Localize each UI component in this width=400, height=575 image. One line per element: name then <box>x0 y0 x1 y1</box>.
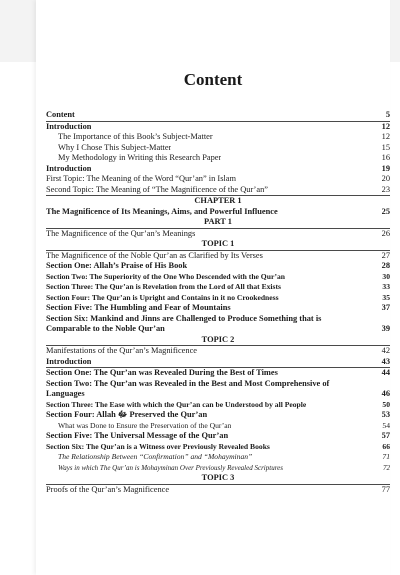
toc-entry <box>46 185 390 196</box>
toc-entry-label: TOPIC 3 <box>201 473 235 482</box>
page-title: Content <box>183 70 243 89</box>
toc-entry-label: First Topic: The Meaning of the Word “Qur’an” in Islam <box>46 174 237 183</box>
toc-entry-page: 77 <box>381 484 390 494</box>
toc-entry-page: 66 <box>382 441 390 451</box>
toc-entry <box>46 153 390 164</box>
toc-entry <box>46 357 390 368</box>
toc-entry-label: The Magnificence of the Noble Qur’an as Clarified by Its Verses <box>46 250 263 260</box>
toc-entry-label: The Relationship Between “Confirmation” and “Mohayminan” <box>58 452 253 461</box>
toc-entry-page: 25 <box>381 206 390 216</box>
table-of-contents <box>46 110 390 495</box>
toc-entry-page: 71 <box>382 452 390 461</box>
toc-entry <box>46 143 390 154</box>
toc-entry <box>46 272 390 283</box>
toc-entry-label: Introduction <box>46 163 92 173</box>
toc-entry-page: 28 <box>381 261 390 270</box>
toc-heading <box>46 473 390 484</box>
toc-entry <box>46 421 390 432</box>
toc-heading <box>46 217 390 228</box>
toc-entry-label: Why I Chose This Subject-Matter <box>58 142 172 152</box>
toc-entry <box>46 251 390 262</box>
toc-entry-page: 39 <box>381 324 390 333</box>
toc-entry-page: 57 <box>381 431 390 440</box>
toc-entry <box>46 132 390 143</box>
toc-entry <box>46 164 390 175</box>
document-page <box>36 0 390 575</box>
toc-entry-page: 54 <box>382 420 390 430</box>
toc-entry <box>46 229 390 240</box>
toc-entry <box>46 400 390 411</box>
toc-entry-page: 33 <box>382 282 390 291</box>
toc-entry-label: My Methodology in Writing this Research Paper <box>58 153 222 162</box>
toc-entry-label: Second Topic: The Meaning of “The Magnificence of the Qur’an” <box>46 184 268 194</box>
toc-entry <box>46 303 390 314</box>
toc-entry-page: 26 <box>381 228 390 238</box>
toc-entry-label: Section Six: The Qur’an is a Witness over Previously Revealed Books <box>46 441 270 451</box>
toc-entry-label: Section One: Allah’s Praise of His Book <box>46 261 188 270</box>
toc-entry-page: 15 <box>381 142 390 152</box>
toc-entry-page: 72 <box>383 463 390 472</box>
toc-entry-page: 23 <box>381 184 390 194</box>
toc-entry-page: 19 <box>381 163 390 173</box>
toc-entry <box>46 442 390 453</box>
toc-entry-label: Section Four: The Qur’an is Upright and Contains in it no Crookedness <box>46 292 279 302</box>
toc-heading <box>46 239 390 250</box>
toc-entry <box>46 174 390 185</box>
toc-entry <box>46 293 390 304</box>
toc-entry <box>46 410 390 421</box>
toc-entry-page: 12 <box>381 132 390 141</box>
toc-entry <box>46 368 390 379</box>
toc-entry-label: Section Six: Mankind and Jinns are Challenged to Produce Something that is Comparable to the Noble Qur’an <box>46 313 322 333</box>
toc-entry-page: 30 <box>382 271 390 281</box>
toc-entry <box>46 346 390 357</box>
toc-entry <box>46 122 390 133</box>
toc-entry-label: What was Done to Ensure the Preservation of the Qur’an <box>58 420 232 430</box>
toc-entry-page: 53 <box>381 410 390 419</box>
toc-entry-label: Introduction <box>46 121 92 131</box>
toc-entry-page: 43 <box>381 356 390 366</box>
toc-entry-label: Content <box>46 110 75 119</box>
toc-entry-label: PART 1 <box>203 217 232 226</box>
toc-entry-label: TOPIC 2 <box>201 334 235 344</box>
toc-entry-label: The Importance of this Book’s Subject-Matter <box>58 132 213 141</box>
toc-entry-page: 46 <box>381 389 390 398</box>
toc-entry-label: Introduction <box>46 356 92 366</box>
toc-heading <box>46 335 390 346</box>
toc-entry-label: Section Four: Allah ﷻ Preserved the Qur’an <box>46 410 208 419</box>
toc-entry-page: 44 <box>381 368 390 377</box>
toc-entry-page: 5 <box>385 110 390 119</box>
toc-entry <box>46 110 390 121</box>
toc-entry-label: Proofs of the Qur’an’s Magnificence <box>46 484 170 494</box>
toc-entry-label: Section Five: The Humbling and Fear of Mountains <box>46 303 231 312</box>
toc-entry-label: Section Three: The Qur’an is Revelation from the Lord of All that Exists <box>46 282 281 291</box>
toc-entry-label: The Magnificence of the Qur’an’s Meanings <box>46 228 196 238</box>
toc-entry-label: Section Five: The Universal Message of the Qur’an <box>46 431 229 440</box>
toc-entry <box>46 261 390 272</box>
toc-entry-label: Section Three: The Ease with which the Qur’an can be Understood by all People <box>46 399 307 409</box>
toc-entry-page: 16 <box>381 153 390 162</box>
toc-entry-page: 50 <box>382 399 390 409</box>
toc-entry-label: The Magnificence of Its Meanings, Aims, and Powerful Influence <box>46 206 278 216</box>
toc-entry-page: 20 <box>381 174 390 183</box>
toc-entry-page: 35 <box>382 292 390 302</box>
toc-entry-label: CHAPTER 1 <box>194 196 242 205</box>
toc-entry-label: Section Two: The Qur’an was Revealed in the Best and Most Comprehensive of Languages <box>46 378 330 398</box>
toc-entry <box>46 314 390 335</box>
toc-entry-page: 12 <box>381 121 390 131</box>
toc-entry <box>46 379 390 400</box>
toc-heading <box>46 196 390 207</box>
toc-entry-page: 42 <box>381 346 390 355</box>
toc-entry <box>46 463 390 474</box>
toc-entry-page: 27 <box>381 250 390 260</box>
toc-entry <box>46 452 390 463</box>
toc-entry-label: TOPIC 1 <box>201 239 235 248</box>
toc-entry <box>46 207 390 218</box>
toc-entry-label: Section Two: The Superiority of the One Who Descended with the Qur’an <box>46 271 285 281</box>
toc-entry-label: Section One: The Qur’an was Revealed During the Best of Times <box>46 368 278 377</box>
toc-entry-label: Ways in which The Qur’an is Mohayminan Over Previously Revealed Scriptures <box>58 463 283 472</box>
toc-entry-label: Manifestations of the Qur’an’s Magnificence <box>46 346 198 355</box>
toc-entry-page: 37 <box>381 303 390 312</box>
toc-entry <box>46 485 390 496</box>
toc-entry <box>46 282 390 293</box>
toc-entry <box>46 431 390 442</box>
